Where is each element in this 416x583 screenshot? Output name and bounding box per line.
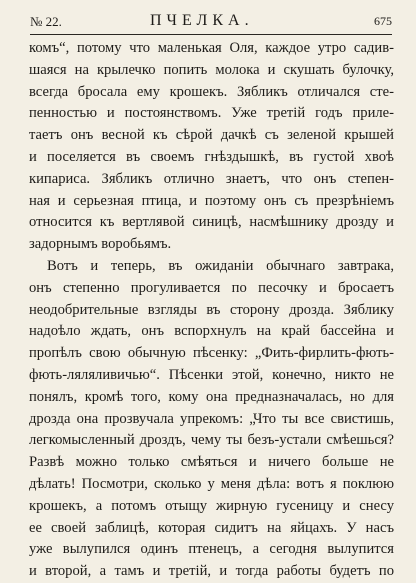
- text-line: комъ“, потому что маленькая Оля, каждое утро садив-: [29, 40, 394, 56]
- text-line: фють-ляляливичью“. Пѣсенки этой, конечно, никто не: [29, 366, 394, 383]
- text-line: надоѣло ждать, онъ вспорхнулъ на край бассейна и: [29, 323, 394, 340]
- text-line: крошекъ, а потомъ отыщу жирную гусеницу и снесу: [29, 497, 394, 514]
- text-line: задорнымъ воробьямъ.: [29, 236, 172, 253]
- text-line: пропѣлъ свою обычную пѣсенку: „Фить-фирлить-фють-: [29, 345, 394, 362]
- body-text: [29, 38, 394, 583]
- text-line: ее своей заблицѣ, которая сидитъ на яйцахъ. У насъ: [29, 519, 394, 536]
- text-line: ная и серьезная птица, и поэтому онъ съ презрѣніемъ: [29, 192, 394, 209]
- text-line: пенностью и постоянствомъ. Уже третій годъ приле-: [29, 105, 394, 122]
- text-line: всегда бросала ему крошекъ. Зябликъ отличался сте-: [29, 83, 394, 100]
- paragraph-start-line: Вотъ и теперь, въ ожиданіи обычнаго завтрака,: [47, 257, 394, 274]
- text-line: таетъ онъ весной къ сѣрой дачкѣ съ зеленой крышей: [29, 127, 394, 144]
- text-line: и второй, а тамъ и третій, и тогда работы будетъ по: [29, 563, 394, 580]
- journal-title: ПЧЕЛКА.: [150, 12, 254, 29]
- issue-number: № 22.: [30, 14, 62, 29]
- text-line: кипариса. Зябликъ отлично знаетъ, что онъ степен-: [29, 170, 394, 187]
- text-line: и поселяется въ своемъ гнѣздышкѣ, въ густой хвоѣ: [29, 148, 394, 165]
- running-head: [30, 14, 392, 35]
- text-line: относится къ вертлявой синицѣ, насмѣшнику дрозду и: [29, 214, 394, 231]
- text-line: неодобрительные взгляды въ сторону дрозда. Зяблику: [29, 301, 394, 318]
- text-line: понялъ, кромѣ того, кому она предназначалась, но для: [29, 388, 394, 405]
- text-line: Развѣ можно только смѣяться и ничего больше не: [29, 454, 394, 471]
- text-line: дѣлать! Посмотри, сколько у меня дѣла: вотъ я поклюю: [29, 475, 394, 492]
- text-line: уже вылупился одинъ птенецъ, а сегодня вылупится: [29, 541, 394, 558]
- text-line: дрозда она прозвучала упрекомъ: „Что ты все свистишь,: [29, 410, 394, 427]
- text-line: шаяся на крылечко попить молока и скушать булочку,: [29, 61, 394, 78]
- text-line: онъ степенно прогуливается по песочку и бросаетъ: [29, 279, 394, 296]
- text-line: легкомысленный дроздъ, чему ты безъ-устали смѣешься?: [29, 432, 394, 449]
- page-number: 675: [374, 14, 392, 28]
